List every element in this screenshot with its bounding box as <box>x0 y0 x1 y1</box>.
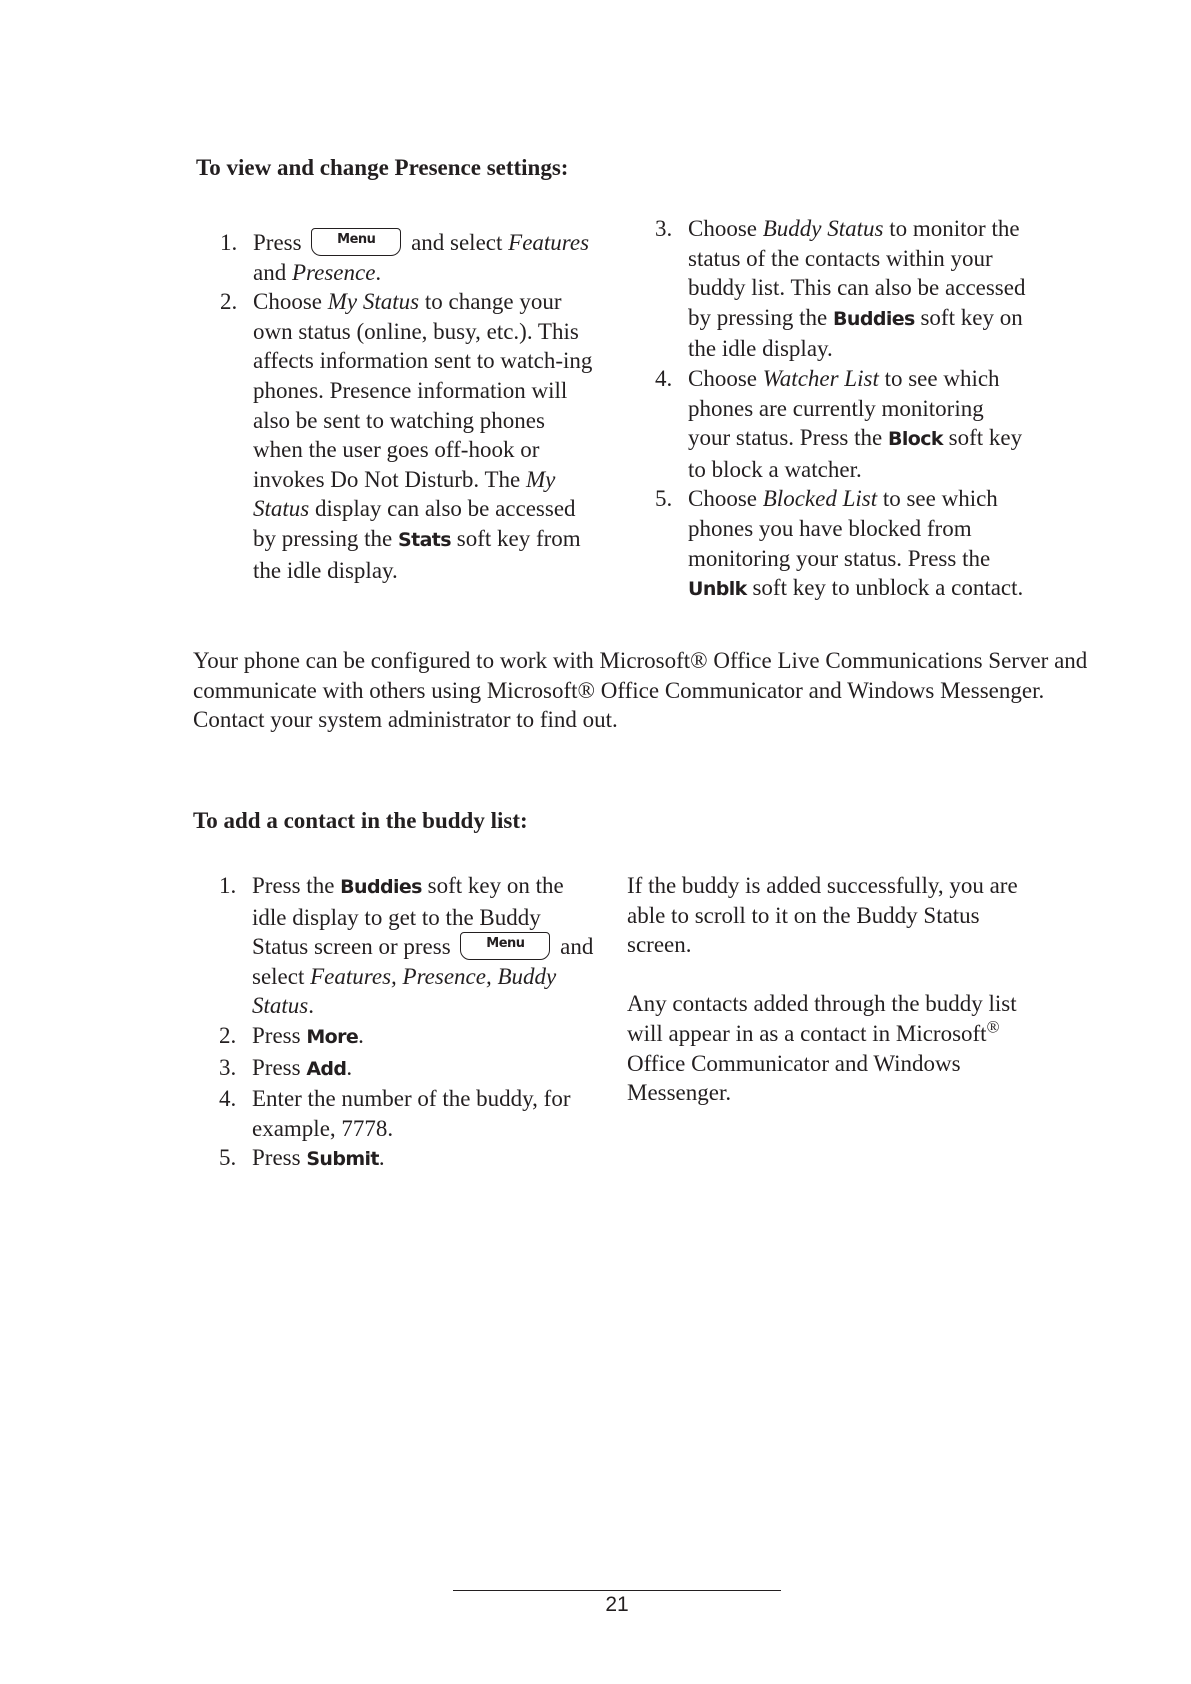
soft-key-label: Submit <box>306 1148 379 1171</box>
soft-key-label: Stats <box>398 528 451 551</box>
step-number: 4. <box>219 1086 237 1112</box>
microsoft-paragraph: Your phone can be configured to work with Microsoft® Office Live Communications Server and communicate with others using Microsoft® Office Communicator and Windows Messenger. Contact your system administrator to find out. <box>193 648 1088 733</box>
step-text: Press <box>252 1054 301 1080</box>
buddy-steps-left <box>219 871 599 1175</box>
menu-key-icon <box>460 932 550 960</box>
step-text: Press <box>252 1145 301 1171</box>
menu-term: My Status <box>253 466 556 522</box>
step-number: 3. <box>219 1054 237 1080</box>
step-text: Choose <box>688 486 757 512</box>
list-item <box>655 484 1030 604</box>
step-number: 1. <box>220 230 238 255</box>
step-text: Press <box>253 230 302 255</box>
list-item <box>220 228 600 287</box>
note-text: Any contacts added through the buddy list will appear in as a contact in Microsoft <box>627 991 1017 1046</box>
list-item <box>219 1053 599 1085</box>
step-text: soft key to block a watcher. <box>688 425 1023 482</box>
step-text: to see which phones you have blocked from monitoring your status. Press the <box>688 486 998 571</box>
registered-mark: ® <box>986 1017 1000 1037</box>
menu-term: Features, Presence, Buddy Status <box>252 963 557 1019</box>
step-text: soft key from the idle display. <box>253 525 581 583</box>
presence-steps-right <box>655 214 1030 605</box>
menu-term: My Status <box>327 289 420 315</box>
step-number: 2. <box>219 1022 237 1048</box>
list-item <box>219 1084 599 1143</box>
menu-key-label: Menu <box>486 936 525 952</box>
soft-key-label: Buddies <box>833 307 915 330</box>
list-item <box>655 364 1030 484</box>
menu-term: Watcher List <box>762 365 879 391</box>
buddy-heading: To add a contact in the buddy list: <box>193 808 528 833</box>
step-text: and select <box>411 230 503 255</box>
note-text: Office Communicator and Windows Messenger. <box>627 1050 961 1106</box>
step-number: 1. <box>219 873 237 898</box>
step-text: soft key to unblock a contact. <box>752 575 1024 601</box>
page-number: 21 <box>605 1593 629 1616</box>
menu-term: Buddy Status <box>762 216 884 241</box>
step-text: Press <box>252 1022 301 1048</box>
buddy-notes-right <box>627 871 1027 1108</box>
step-number: 4. <box>655 365 673 391</box>
menu-term: Blocked List <box>762 486 878 512</box>
soft-key-label: Unblk <box>688 578 747 601</box>
footer-rule <box>453 1590 781 1591</box>
soft-key-label: Buddies <box>340 876 422 898</box>
step-text: . <box>308 993 314 1019</box>
menu-term: Presence <box>291 259 376 285</box>
list-item <box>219 1021 599 1053</box>
list-item <box>220 287 600 585</box>
list-item <box>219 1143 599 1175</box>
step-text: display can also be accessed by pressing the <box>253 496 576 551</box>
step-text: to change your own status (online, busy, etc.). This affects information sent to watch-ing phones. Presence information will also be sent to watching phones when the user goes off-hook or invokes Do Not Disturb. The <box>253 289 593 492</box>
soft-key-label: Block <box>887 428 943 451</box>
buddy-success-note: If the buddy is added successfully, you are able to scroll to it on the Buddy Status screen. <box>627 873 1018 958</box>
step-number: 3. <box>655 216 673 241</box>
step-number: 5. <box>655 486 673 512</box>
menu-key-icon <box>311 228 401 256</box>
buddy-contacts-note <box>627 989 1027 1107</box>
list-item <box>219 871 599 1021</box>
step-text: . <box>378 1145 385 1171</box>
soft-key-label: Add <box>306 1057 347 1080</box>
presence-steps-left <box>220 228 600 585</box>
menu-key-label: Menu <box>337 232 376 247</box>
step-text: Enter the number of the buddy, for example, 7778. <box>252 1086 571 1141</box>
step-number: 5. <box>219 1145 237 1171</box>
step-text: . <box>346 1054 353 1080</box>
step-text: soft key on the idle display to get to the Buddy Status screen or press <box>252 873 564 960</box>
presence-heading: To view and change Presence settings: <box>196 155 569 180</box>
step-text: . <box>358 1022 364 1048</box>
step-text: Choose <box>688 365 757 391</box>
step-text: and select <box>252 934 594 989</box>
step-text: to see which phones are currently monitoring your status. Press the <box>688 365 1000 451</box>
soft-key-label: More <box>306 1025 359 1048</box>
list-item <box>655 214 1030 364</box>
step-text: . <box>375 259 382 285</box>
step-text: soft key on the idle display. <box>688 304 1023 362</box>
step-text: Choose <box>688 216 757 241</box>
menu-term: Features <box>508 230 590 255</box>
step-text: Press the <box>252 873 335 898</box>
step-text: Choose <box>253 289 322 315</box>
step-number: 2. <box>220 289 238 315</box>
step-text: and <box>253 259 287 285</box>
step-text: to monitor the status of the contacts within your buddy list. This can also be accessed by pressing the <box>688 216 1026 330</box>
